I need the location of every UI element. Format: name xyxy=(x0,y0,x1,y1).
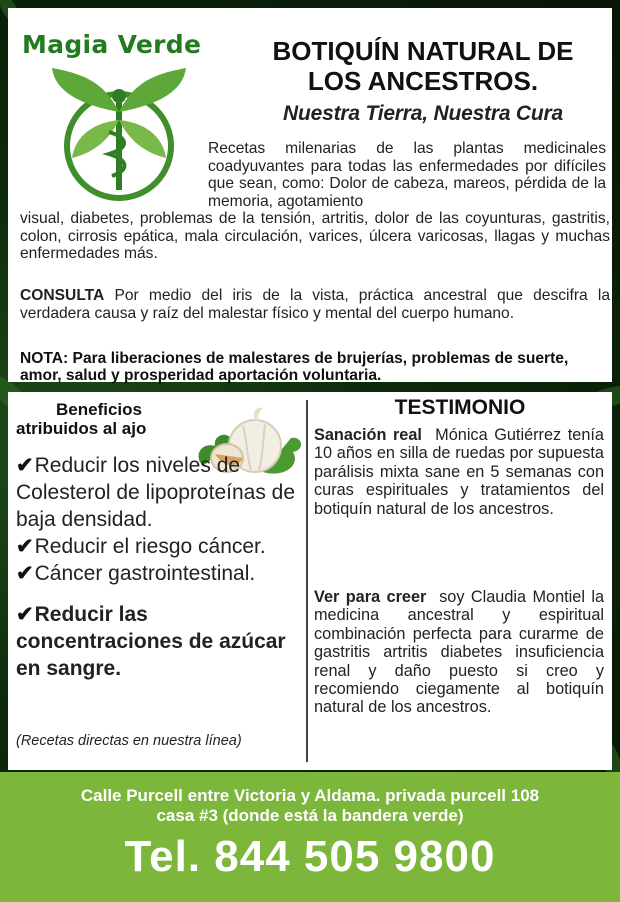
page-title xyxy=(238,36,608,96)
title-line-2: LOS ANCESTROS. xyxy=(307,66,539,96)
consulta-keyword: CONSULTA xyxy=(20,287,105,304)
check-icon: ✔ xyxy=(16,454,34,477)
caduceus-logo-icon xyxy=(44,62,194,202)
benefit-item xyxy=(16,533,306,560)
testimonial-1-text: Mónica Gutiérrez tenía 10 años en silla de ruedas por supuesta parálisis mixta sane en 5 semanas con curas espirituales y tratamientos del botiquín natural de los ancestros. xyxy=(314,426,604,518)
address xyxy=(0,786,620,826)
address-line-1: Calle Purcell entre Victoria y Aldama. privada purcell 108 xyxy=(80,786,540,805)
check-icon: ✔ xyxy=(16,603,34,626)
nota-paragraph: NOTA: Para liberaciones de malestares de brujerías, problemas de suerte, amor, salud y prosperidad aportación voluntaria. xyxy=(20,350,569,384)
benefit-item-text: Reducir el riesgo cáncer. xyxy=(34,535,266,558)
recetas-note: (Recetas directas en nuestra línea) xyxy=(16,733,242,749)
testimonial-heading: TESTIMONIO xyxy=(394,396,526,419)
content-panel xyxy=(8,392,612,770)
benefit-item-text: Cáncer gastrointestinal. xyxy=(34,562,256,585)
benefit-item xyxy=(16,601,306,682)
testimonial-1 xyxy=(314,426,604,518)
benefits-title xyxy=(16,400,206,438)
header-panel xyxy=(8,8,612,382)
consulta-paragraph xyxy=(20,287,610,322)
check-icon: ✔ xyxy=(16,562,34,585)
benefit-item-text: Reducir los niveles de Colesterol de lipoproteínas de baja densidad. xyxy=(16,454,296,531)
testimonial-1-lead: Sanación real xyxy=(314,426,422,444)
check-icon: ✔ xyxy=(16,535,34,558)
benefits-title-line-2: atribuidos al ajo xyxy=(16,419,147,438)
consulta-text: Por medio del iris de la vista, práctica ancestral que descifra la verdadera causa y raíz del malestar físico y mental del cuerpo humano. xyxy=(20,287,610,322)
benefit-item xyxy=(16,452,306,533)
title-line-1: BOTIQUÍN NATURAL DE xyxy=(272,36,574,66)
page-subtitle: Nuestra Tierra, Nuestra Cura xyxy=(283,102,563,125)
column-divider xyxy=(306,400,308,762)
testimonial-2-lead: Ver para creer xyxy=(314,588,427,606)
benefit-item-text: Reducir las concentraciones de azúcar en sangre. xyxy=(16,603,286,680)
testimonial-2-text: soy Claudia Montiel la medicina ancestral y espiritual combinación perfecta para curarme de gastritis artritis diabetes insuficiencia renal y daño puesto si creo y recomiendo ciegamente al botiquín natural de los ancestros. xyxy=(314,588,604,717)
testimonial-2 xyxy=(314,588,604,717)
contact-footer xyxy=(0,772,620,902)
intro-text-full: visual, diabetes, problemas de la tensión, artritis, dolor de las coyunturas, gastritis, colon, cirrosis epática, mala circulación, varices, úlcera varicosas, llagas y muchas enfermedades más. xyxy=(20,210,610,262)
benefits-title-line-1: Beneficios xyxy=(56,400,142,419)
phone-number[interactable]: Tel. 844 505 9800 xyxy=(124,832,496,881)
brand-name: Magia Verde xyxy=(22,30,202,59)
address-line-2: casa #3 (donde está la bandera verde) xyxy=(156,806,464,825)
benefit-item xyxy=(16,560,306,587)
benefits-list xyxy=(16,452,306,682)
intro-text-right: Recetas milenarias de las plantas medicinales coadyuvantes para todas las enfermedades por difíciles que sean, como: Dolor de cabeza, mareos, pérdida de la memoria, agotamiento xyxy=(208,140,606,210)
